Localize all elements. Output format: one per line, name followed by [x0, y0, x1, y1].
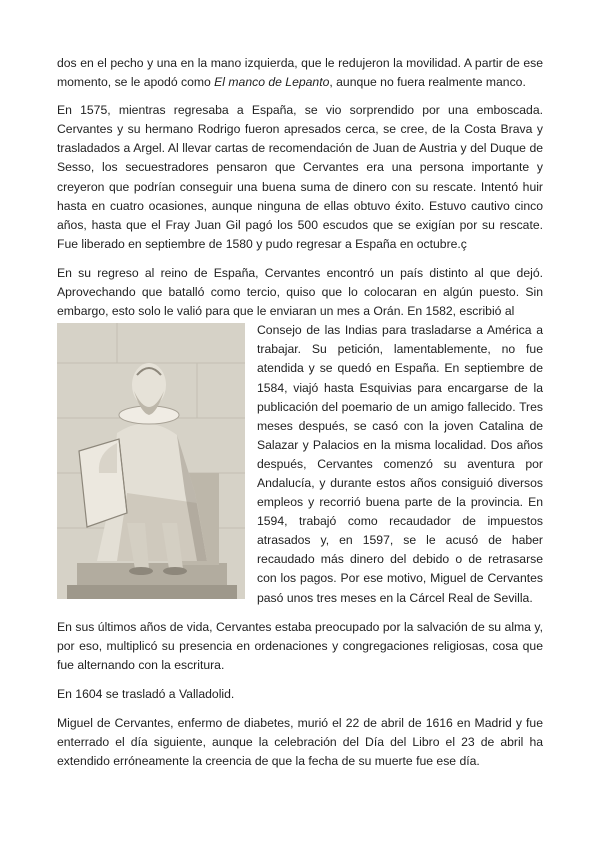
paragraph-valladolid: En 1604 se trasladó a Valladolid.	[57, 686, 235, 701]
paragraph-last-years: En sus últimos años de vida, Cervantes estaba preocupado por la salvación de su alma y, por eso, multiplicó su presencia en ordenaciones y congregaciones religiosas, cosa que fue alternando con la escritura.	[57, 619, 543, 672]
italic-nickname: El manco de Lepanto	[214, 75, 330, 90]
cervantes-statue-image	[57, 323, 245, 599]
paragraph-return	[57, 264, 543, 321]
paragraph-text: En su regreso al reino de España, Cervantes encontró un país distinto al que dejó. Aprovechando que batalló como tercio, quiso que lo colocaran en algún puesto. Sin embargo, esto solo le valió para que le enviaran un mes a Orán. En 1582, escribió al	[57, 265, 543, 319]
paragraph-return-continued: Consejo de las Indias para trasladarse a América a trabajar. Su petición, lamentablemente, no fue atendida y se quedó en España. En septiembre de 1584, viajó hasta Esquivias para encargarse de la publicación del poemario de un amigo fallecido. Tres meses después, se casó con la joven Catalina de Salazar y Palacios en la misma localidad. Dos años después, Cervantes comenzó su aventura por Andalucía, y durante estos años consiguió diversos empleos y recorrió buena parte de la provincia. En 1594, trabajó como recaudador de impuestos atrasados y, en 1597, se le acusó de haber recaudado más dinero del debido o de retrasarse con los pagos. Por ese motivo, Miguel de Cervantes pasó unos tres meses en la Cárcel Real de Sevilla.	[257, 323, 543, 605]
figure-wrap	[57, 321, 543, 617]
document-body	[57, 54, 543, 781]
paragraph-text: dos en el pecho y una en la mano izquierda, que le redujeron la movilidad. A partir de ese momento, se le apodó como	[57, 56, 543, 90]
paragraph-text: , aunque no fuera realmente manco.	[329, 75, 526, 90]
paragraph-captivity: En 1575, mientras regresaba a España, se vio sorprendido por una emboscada. Cervantes y su hermano Rodrigo fueron apresados cerca, se cree, de la Costa Brava y trasladados a Argel. Al llevar cartas de recomendación de Juan de Austria y del Duque de Sesso, los secuestradores pensaron que Cervantes era una persona importante y creyeron que podrían conseguir una buena suma de dinero con su rescate. Intentó huir hasta en cuatro ocasiones, aunque ninguna de ellas obtuvo éxito. Estuvo cautivo cinco años, hasta que el Fray Juan Gil pagó los 500 escudos que se exigían por su rescate. Fue liberado en septiembre de 1580 y pudo regresar a España en octubre.ç	[57, 103, 543, 251]
paragraph-death: Miguel de Cervantes, enfermo de diabetes, murió el 22 de abril de 1616 en Madrid y fue enterrado el día siguiente, aunque la celebración del Día del Libro el 23 de abril ha extendido erróneamente la creencia de que la fecha de su muerte fue ese día.	[57, 716, 543, 769]
paragraph-lepanto	[57, 54, 543, 92]
